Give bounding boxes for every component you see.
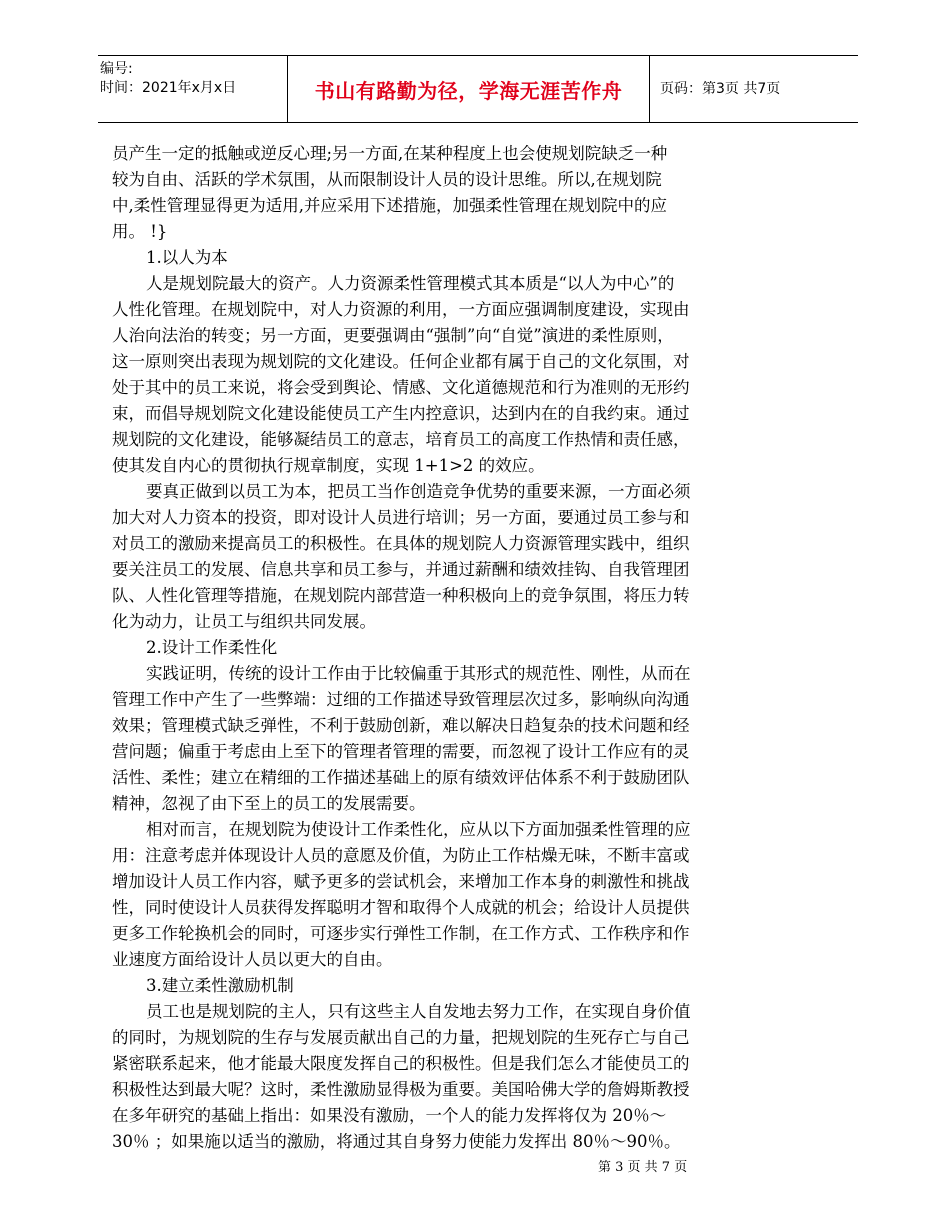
body-text-line: 员工也是规划院的主人，只有这些主人自发地去努力工作，在实现自身价值 <box>146 1002 691 1021</box>
body-text-line: 员产生一定的抵触或逆反心理;另一方面,在某种程度上也会使规划院缺乏一种 <box>112 144 668 163</box>
body-text-line: 管理工作中产生了一些弊端：过细的工作描述导致管理层次过多，影响纵向沟通 <box>112 690 690 709</box>
body-text-line: 这一原则突出表现为规划院的文化建设。任何企业都有属于自己的文化氛围，对 <box>112 352 690 371</box>
body-text-line: 2.设计工作柔性化 <box>146 638 278 657</box>
body-text-line: 营问题；偏重于考虑由上至下的管理者管理的需要，而忽视了设计工作应有的灵 <box>112 742 690 761</box>
body-text-line: 紧密联系起来，他才能最大限度发挥自己的积极性。但是我们怎么才能使员工的 <box>112 1054 690 1073</box>
document-number-label: 编号: <box>100 61 133 77</box>
body-text-line: 实践证明，传统的设计工作由于比较偏重于其形式的规范性、刚性，从而在 <box>146 664 691 683</box>
header-page-number: 页码：第3页 共7页 <box>660 81 781 97</box>
body-text-line: 在多年研究的基础上指出：如果没有激励，一个人的能力发挥将仅为 20％～ <box>112 1106 667 1125</box>
body-text-line: 队、人性化管理等措施，在规划院内部营造一种积极向上的竞争氛围，将压力转 <box>112 586 690 605</box>
body-text-line: 积极性达到最大呢？这时，柔性激励显得极为重要。美国哈佛大学的詹姆斯教授 <box>112 1080 690 1099</box>
header-meta <box>98 56 288 122</box>
body-text-line: 的同时，为规划院的生存与发展贡献出自己的力量，把规划院的生死存亡与自己 <box>112 1028 690 1047</box>
body-text-line: 增加设计人员工作内容，赋予更多的尝试机会，来增加工作本身的刺激性和挑战 <box>112 872 690 891</box>
body-text-line: 人是规划院最大的资产。人力资源柔性管理模式其本质是“以人为中心”的 <box>146 274 675 293</box>
body-text-line: 加大对人力资本的投资，即对设计人员进行培训；另一方面，要通过员工参与和 <box>112 508 690 527</box>
body-text-line: 性，同时使设计人员获得发挥聪明才智和取得个人成就的机会；给设计人员提供 <box>112 898 690 917</box>
body-text-line: 用。 !} <box>112 222 168 241</box>
document-time-label: 时间：2021年x月x日 <box>100 80 237 96</box>
body-text-line: 中,柔性管理显得更为适用,并应采用下述措施，加强柔性管理在规划院中的应 <box>112 196 667 215</box>
body-text-line: 要关注员工的发展、信息共享和员工参与，并通过薪酬和绩效挂钩、自我管理团 <box>112 560 690 579</box>
body-text-line: 化为动力，让员工与组织共同发展。 <box>112 612 376 631</box>
body-text-line: 活性、柔性；建立在精细的工作描述基础上的原有绩效评估体系不利于鼓励团队 <box>112 768 690 787</box>
body-text-line: 用：注意考虑并体现设计人员的意愿及价值，为防止工作枯燥无味，不断丰富或 <box>112 846 690 865</box>
body-text-line: 效果；管理模式缺乏弹性，不利于鼓励创新，难以解决日趋复杂的技术问题和经 <box>112 716 690 735</box>
body-text-line: 规划院的文化建设，能够凝结员工的意志，培育员工的高度工作热情和责任感， <box>112 430 690 449</box>
body-text-line: 相对而言，在规划院为使设计工作柔性化，应从以下方面加强柔性管理的应 <box>146 820 691 839</box>
body-text-line: 人性化管理。在规划院中，对人力资源的利用，一方面应强调制度建设，实现由 <box>112 300 690 319</box>
body-text-line: 精神，忽视了由下至上的员工的发展需要。 <box>112 794 426 813</box>
body-text-line: 使其发自内心的贯彻执行规章制度，实现 1+1>2 的效应。 <box>112 456 545 475</box>
body-text-line: 人治向法治的转变；另一方面，更要强调由“强制”向“自觉”演进的柔性原则， <box>112 326 674 345</box>
body-text-line: 更多工作轮换机会的同时，可逐步实行弹性工作制，在工作方式、工作秩序和作 <box>112 924 690 943</box>
body-text-line: 3.建立柔性激励机制 <box>146 976 294 995</box>
footer-page-number: 第 3 页 共 7 页 <box>598 1160 688 1175</box>
body-text-line: 对员工的激励来提高员工的积极性。在具体的规划院人力资源管理实践中，组织 <box>112 534 690 553</box>
body-text-line: 业速度方面给设计人员以更大的自由。 <box>112 950 393 969</box>
body-text-line: 1.以人为本 <box>146 248 228 267</box>
page-header <box>98 55 858 123</box>
body-text-line: 较为自由、活跃的学术氛围，从而限制设计人员的设计思维。所以,在规划院 <box>112 170 662 189</box>
body-text-line: 处于其中的员工来说，将会受到舆论、情感、文化道德规范和行为准则的无形约 <box>112 378 690 397</box>
header-motto-cell <box>287 56 650 122</box>
document-body <box>112 141 772 1155</box>
body-text-line: 束，而倡导规划院文化建设能使员工产生内控意识，达到内在的自我约束。通过 <box>112 404 690 423</box>
body-text-line: 30％ ；如果施以适当的激励，将通过其自身努力使能力发挥出 80％～90％。 <box>112 1132 681 1151</box>
body-text-line: 要真正做到以员工为本，把员工当作创造竞争优势的重要来源，一方面必须 <box>146 482 691 501</box>
header-motto: 书山有路勤为径，学海无涯苦作舟 <box>314 78 623 103</box>
